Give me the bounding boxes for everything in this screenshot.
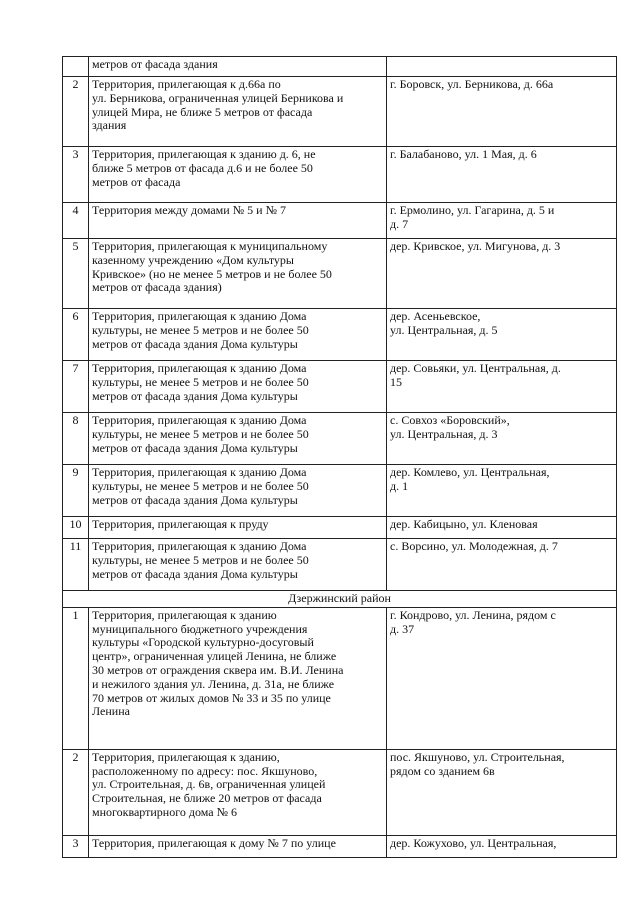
territory-description xyxy=(89,239,387,309)
table-row xyxy=(63,517,617,539)
territory-description xyxy=(89,835,387,857)
territory-description xyxy=(89,203,387,239)
territory-description xyxy=(89,607,387,749)
row-number: 7 xyxy=(63,361,89,413)
description-text: Территория, прилегающая к зданию Дома культуры, не менее 5 метров и не более 50 метров от фасада здания Дома культуры xyxy=(92,539,309,581)
row-number: 9 xyxy=(63,465,89,517)
territory-description xyxy=(89,413,387,465)
row-number: 2 xyxy=(63,77,89,147)
row-number: 2 xyxy=(63,749,89,835)
address-text: пос. Якшуново, ул. Строительная, рядом со зданием 6в xyxy=(390,749,565,778)
table-row xyxy=(63,607,617,749)
description-text: Территория, прилегающая к пруду xyxy=(92,517,269,531)
table-row xyxy=(63,361,617,413)
table-row xyxy=(63,539,617,591)
description-text: Территория между домами № 5 и № 7 xyxy=(92,203,287,217)
dzerzhinsky-rows xyxy=(63,607,617,857)
row-number: 6 xyxy=(63,309,89,361)
address-text: с. Ворсино, ул. Молодежная, д. 7 xyxy=(390,539,558,553)
address-text: дер. Кабицыно, ул. Кленовая xyxy=(390,517,538,531)
borovsk-rows xyxy=(63,57,617,591)
description-text: Территория, прилегающая к зданию Дома культуры, не менее 5 метров и не более 50 метров от фасада здания Дома культуры xyxy=(92,413,309,455)
territory-description xyxy=(89,749,387,835)
address-text: г. Ермолино, ул. Гагарина, д. 5 и д. 7 xyxy=(390,203,555,231)
row-number: 5 xyxy=(63,239,89,309)
row-number xyxy=(63,57,89,77)
address-text: г. Балабаново, ул. 1 Мая, д. 6 xyxy=(390,147,537,161)
address-text: с. Совхоз «Боровский», ул. Центральная, д. 3 xyxy=(390,413,510,441)
territory-description xyxy=(89,517,387,539)
territory-description xyxy=(89,465,387,517)
description-text: Территория, прилегающая к зданию Дома культуры, не менее 5 метров и не более 50 метров от фасада здания Дома культуры xyxy=(92,309,309,351)
section-header-group xyxy=(63,591,617,608)
address xyxy=(387,203,617,239)
description-text: Территория, прилегающая к муниципальному казенному учреждению «Дом культуры Кривское» (но не менее 5 метров и не более 50 метров от фасада здания) xyxy=(92,239,332,295)
address-text: дер. Комлево, ул. Центральная, д. 1 xyxy=(390,465,550,493)
table-row xyxy=(63,77,617,147)
locations-table xyxy=(62,56,617,858)
address xyxy=(387,147,617,203)
address xyxy=(387,835,617,857)
description-text: Территория, прилегающая к зданию д. 6, не ближе 5 метров от фасада д.6 и не более 50 метров от фасада xyxy=(92,147,316,189)
territory-description xyxy=(89,57,387,77)
row-number: 3 xyxy=(63,835,89,857)
address xyxy=(387,57,617,77)
territory-description xyxy=(89,309,387,361)
table-row xyxy=(63,413,617,465)
table-row xyxy=(63,239,617,309)
address xyxy=(387,77,617,147)
address-text: дер. Кривское, ул. Мигунова, д. 3 xyxy=(390,239,561,253)
row-number: 3 xyxy=(63,147,89,203)
description-text: Территория, прилегающая к зданию Дома культуры, не менее 5 метров и не более 50 метров от фасада здания Дома культуры xyxy=(92,465,309,507)
description-text: Территория, прилегающая к зданию, расположенному по адресу: пос. Якшуново, ул. Строительная, д. 6в, ограниченная улицей Строительная, не ближе 20 метров от фасада многоквартирного дома № 6 xyxy=(92,749,326,819)
row-number: 4 xyxy=(63,203,89,239)
table-row xyxy=(63,57,617,77)
address xyxy=(387,239,617,309)
address xyxy=(387,309,617,361)
address xyxy=(387,465,617,517)
territory-description xyxy=(89,147,387,203)
address xyxy=(387,361,617,413)
section-header-row xyxy=(63,591,617,608)
address-text: дер. Асеньевское, ул. Центральная, д. 5 xyxy=(390,309,498,337)
address-text: дер. Совьяки, ул. Центральная, д. 15 xyxy=(390,361,561,389)
territory-description xyxy=(89,361,387,413)
row-number: 10 xyxy=(63,517,89,539)
description-text: Территория, прилегающая к зданию муниципального бюджетного учреждения культуры «Городской культурно-досуговый центр», ограниченная улицей Ленина, не ближе 30 метров от ограждения сквера им. В.И. Ленина и нежилого здания ул. Ленина, д. 31а, не ближе 70 метров от жилых домов № 33 и 35 по улице Ленина xyxy=(92,607,344,719)
table-row xyxy=(63,749,617,835)
row-number: 11 xyxy=(63,539,89,591)
address xyxy=(387,607,617,749)
address-text: г. Боровск, ул. Берникова, д. 66а xyxy=(390,77,554,91)
address xyxy=(387,517,617,539)
table-row xyxy=(63,147,617,203)
address-text: дер. Кожухово, ул. Центральная, xyxy=(390,835,557,850)
description-text: Территория, прилегающая к д.66а по ул. Берникова, ограниченная улицей Берникова и улицей Мира, не ближе 5 метров от фасада здания xyxy=(92,77,344,133)
description-text: Территория, прилегающая к дому № 7 по улице xyxy=(92,835,336,850)
table-row xyxy=(63,309,617,361)
row-number: 1 xyxy=(63,607,89,749)
description-text: метров от фасада здания xyxy=(92,57,218,71)
address xyxy=(387,539,617,591)
address xyxy=(387,749,617,835)
section-title: Дзержинский район xyxy=(63,591,617,608)
table-row xyxy=(63,203,617,239)
address xyxy=(387,413,617,465)
row-number: 8 xyxy=(63,413,89,465)
description-text: Территория, прилегающая к зданию Дома культуры, не менее 5 метров и не более 50 метров от фасада здания Дома культуры xyxy=(92,361,309,403)
table-row xyxy=(63,465,617,517)
territory-description xyxy=(89,77,387,147)
address-text: г. Кондрово, ул. Ленина, рядом с д. 37 xyxy=(390,607,556,636)
territory-description xyxy=(89,539,387,591)
table-row xyxy=(63,835,617,857)
